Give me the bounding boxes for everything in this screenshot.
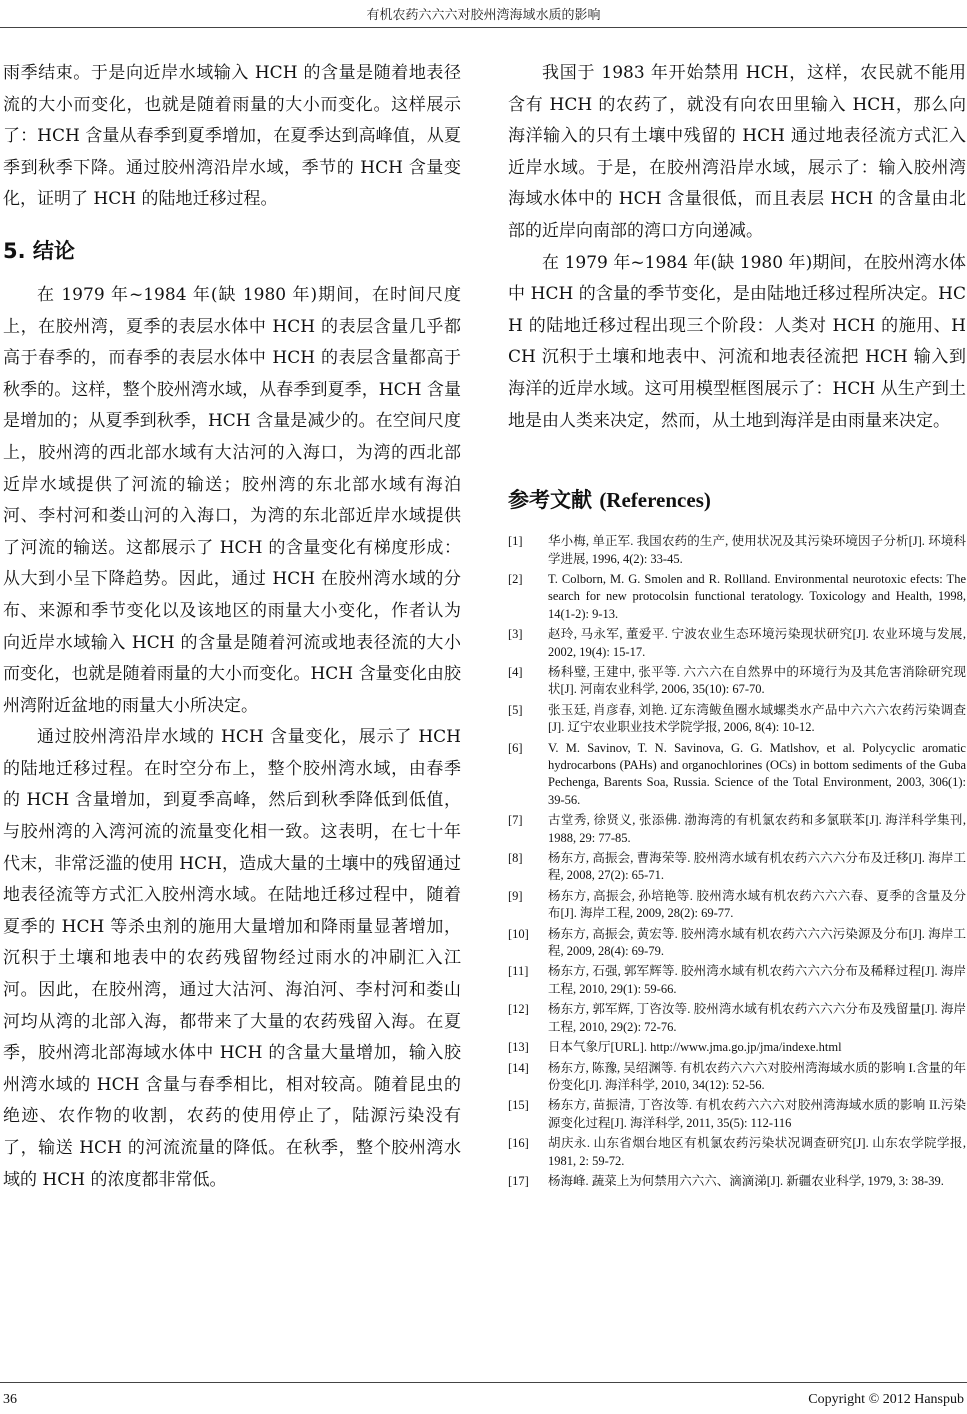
reference-text: 杨东方, 郭军辉, 丁咨汝等. 胶州湾水域有机农药六六六分布及残留量[J]. 海岸工程, 2010, 29(2): 72-76.	[548, 1002, 966, 1034]
reference-item	[508, 626, 966, 661]
conclusion-paragraph-3: 我国于 1983 年开始禁用 HCH，这样，农民就不能用含有 HCH 的农药了，就没有向农田里输入 HCH，那么向海洋输入的只有土壤中残留的 HCH 通过地表径流方式汇入近岸水域。于是，在胶州湾沿岸水域，展示了：输入胶州湾海域水体中的 HCH 含量很低，而且表层 HCH 的含量由北部的近岸向南部的湾口方向递减。	[508, 63, 966, 241]
reference-text: 杨科璧, 王建中, 张平等. 六六六在自然界中的环境行为及其危害消除研究现状[J]. 河南农业科学, 2006, 35(10): 67-70.	[548, 664, 966, 697]
reference-number: [4]	[508, 664, 523, 679]
reference-text: T. Colborn, M. G. Smolen and R. Rollland. Environmental neurotoxic efects: The search for new protocolsin functional teratology. Toxicology and Health, 1998, 14(1-2): 9-13.	[548, 571, 966, 621]
reference-text: 杨东方, 苗振清, 丁咨汝等. 有机农药六六六对胶州湾海域水质的影响 II.污染源变化过程[J]. 海洋科学, 2011, 35(5): 112-116	[548, 1098, 966, 1130]
reference-item	[508, 1060, 966, 1095]
conclusion-paragraph-1: 在 1979 年~1984 年(缺 1980 年)期间，在时间尺度上，在胶州湾，夏季的表层水体中 HCH 的表层含量几乎都高于春季的，而春季的表层水体中 HCH 的表层含量都高于秋季的。这样，整个胶州湾水域，从春季到夏季，HCH 含量是增加的；从夏季到秋季，HCH 含量是减少的。在空间尺度上，胶州湾的西北部水域有大沽河的入海口，为湾的西北部近岸水域提供了河流的输送；胶州湾的东北部水域有海泊河、李村河和娄山河的入海口，为湾的东北部近岸水域提供了河流的输送。这都展示了 HCH 的含量变化有梯度形成：从大到小呈下降趋势。因此，通过 HCH 在胶州湾水域的分布、来源和季节变化以及该地区的雨量大小变化，作者认为向近岸水域输入 HCH 的含量是随着河流或地表径流的大小而变化，也就是随着雨量的大小而变化。HCH 含量变化由胶州湾附近盆地的雨量大小所决定。	[3, 284, 461, 716]
reference-number: [2]	[508, 571, 523, 586]
reference-item	[508, 1001, 966, 1036]
reference-text: 古堂秀, 徐贤义, 张添佛. 渤海湾的有机氯农药和多氯联苯[J]. 海洋科学集刊, 1988, 29: 77-85.	[548, 813, 966, 845]
reference-text: V. M. Savinov, T. N. Savinova, G. G. Matlshov, et al. Polycyclic aromatic hydrocarbons (PAHs) and organochlorines (OCs) in bottom sediments of the Guba Pechenga, Barents Soa, Russia. Science of the Total Environment, 2003, 306(1): 39-56.	[548, 740, 966, 807]
reference-number: [7]	[508, 813, 523, 828]
reference-number: [5]	[508, 702, 523, 717]
reference-number: [3]	[508, 627, 523, 642]
reference-text: 日本气象厅[URL]. http://www.jma.go.jp/jma/indexe.html	[548, 1040, 842, 1055]
running-title: 有机农药六六六对胶州湾海域水质的影响	[366, 8, 601, 23]
reference-item	[508, 1097, 966, 1132]
conclusion-paragraph-4: 在 1979 年~1984 年(缺 1980 年)期间，在胶州湾水体中 HCH 的含量的季节变化，是由陆地迁移过程所决定。HCH 的陆地迁移过程出现三个阶段：人类对 HCH 的施用、HCH 沉积于土壤和地表中、河流和地表径流把 HCH 输入到海洋的近岸水域。这可用模型框图展示了：HCH 从生产到土地是由人类来决定，然而，从土地到海洋是由雨量来决定。	[508, 252, 966, 431]
reference-item	[508, 740, 966, 810]
reference-number: [8]	[508, 851, 523, 866]
copyright-notice: Copyright © 2012 Hanspub	[808, 1392, 964, 1407]
reference-number: [6]	[508, 740, 523, 755]
section-title-conclusion: 5. 结论	[3, 238, 75, 263]
conclusion-paragraph-2: 通过胶州湾沿岸水域的 HCH 含量变化，展示了 HCH 的陆地迁移过程。在时空分布上，整个胶州湾水域，由春季的 HCH 含量增加，到夏季高峰，然后到秋季降低到低值，与胶州湾的入湾河流的流量变化相一致。这表明，在七十年代末，非常泛滥的使用 HCH，造成大量的土壤中的残留通过地表径流等方式汇入胶州湾水域。在陆地迁移过程中，随着夏季的 HCH 等杀虫剂的施用大量增加和降雨量显著增加，沉积于土壤和地表中的农药残留物经过雨水的冲刷汇入江河。因此，在胶州湾，通过大沽河、海泊河、李村河和娄山河均从湾的北部入海，都带来了大量的农药残留入海。在夏季，胶州湾北部海域水体中 HCH 的含量大量增加，输入胶州湾水域的 HCH 含量与春季相比，相对较高。随着昆虫的绝迹、农作物的收割，农药的使用停止了，陆源污染没有了，输送 HCH 的河流流量的降低。在秋季，整个胶州湾水域的 HCH 的浓度都非常低。	[3, 727, 461, 1190]
reference-number: [13]	[508, 1040, 529, 1055]
page-number: 36	[3, 1392, 17, 1407]
reference-number: [14]	[508, 1060, 529, 1075]
header-divider	[0, 27, 967, 28]
reference-item	[508, 963, 966, 998]
reference-item	[508, 702, 966, 737]
reference-number: [9]	[508, 888, 523, 903]
right-column	[508, 58, 966, 1193]
reference-list	[508, 533, 966, 1190]
reference-item	[508, 1173, 966, 1190]
reference-text: 华小梅, 单正军. 我国农药的生产, 使用状况及其污染环境因子分析[J]. 环境科学进展, 1996, 4(2): 33-45.	[548, 534, 966, 566]
reference-item	[508, 1039, 966, 1056]
reference-item	[508, 888, 966, 923]
reference-item	[508, 664, 966, 699]
reference-text: 张玉廷, 肖彦春, 刘艳. 辽东湾鲅鱼圈水域螺类水产品中六六六农药污染调查[J]. 辽宁农业职业技术学院学报, 2006, 8(4): 10-12.	[548, 702, 966, 735]
reference-number: [11]	[508, 964, 529, 979]
references-title-en: (References)	[599, 488, 711, 513]
reference-text: 杨海峰. 蔬菜上为何禁用六六六、滴滴涕[J]. 新疆农业科学, 1979, 3: 38-39.	[548, 1173, 944, 1188]
reference-text: 杨东方, 高振会, 黄宏等. 胶州湾水域有机农药六六六污染源及分布[J]. 海岸工程, 2009, 28(4): 69-79.	[548, 926, 966, 959]
reference-item	[508, 926, 966, 961]
reference-number: [16]	[508, 1136, 529, 1151]
reference-item	[508, 571, 966, 623]
reference-text: 杨东方, 高振会, 曹海荣等. 胶州湾水域有机农药六六六分布及迁移[J]. 海岸工程, 2008, 27(2): 65-71.	[548, 851, 966, 883]
reference-item	[508, 533, 966, 568]
reference-number: [15]	[508, 1098, 529, 1113]
reference-number: [17]	[508, 1173, 529, 1188]
footer-divider	[0, 1382, 967, 1383]
reference-text: 胡庆永. 山东省烟台地区有机氯农药污染状况调查研究[J]. 山东农学院学报, 1981, 2: 59-72.	[548, 1136, 966, 1168]
reference-number: [10]	[508, 926, 529, 941]
references-title	[508, 485, 966, 515]
reference-text: 杨东方, 石强, 郭军辉等. 胶州湾水域有机农药六六六分布及稀释过程[J]. 海岸工程, 2010, 29(1): 59-66.	[548, 964, 966, 996]
reference-item	[508, 850, 966, 885]
references-title-cn: 参考文献	[508, 488, 592, 513]
paragraph-continued: 雨季结束。于是向近岸水域输入 HCH 的含量是随着地表径流的大小而变化，也就是随着雨量的大小而变化。这样展示了：HCH 含量从春季到夏季增加，在夏季达到高峰值，从夏季到秋季下降。通过胶州湾沿岸水域，季节的 HCH 含量变化，证明了 HCH 的陆地迁移过程。	[3, 63, 461, 210]
reference-text: 赵玲, 马永军, 董爱平. 宁波农业生态环境污染现状研究[J]. 农业环境与发展, 2002, 19(4): 15-17.	[548, 627, 966, 659]
reference-number: [1]	[508, 534, 523, 549]
reference-text: 杨东方, 高振会, 孙培艳等. 胶州湾水域有机农药六六六春、夏季的含量及分布[J]. 海岸工程, 2009, 28(2): 69-77.	[548, 888, 966, 921]
reference-number: [12]	[508, 1002, 529, 1017]
reference-item	[508, 1135, 966, 1170]
left-column	[3, 58, 461, 1196]
reference-item	[508, 812, 966, 847]
reference-text: 杨东方, 陈豫, 吴绍渊等. 有机农药六六六对胶州湾海域水质的影响 I.含量的年份变化[J]. 海洋科学, 2010, 34(12): 52-56.	[548, 1060, 966, 1092]
